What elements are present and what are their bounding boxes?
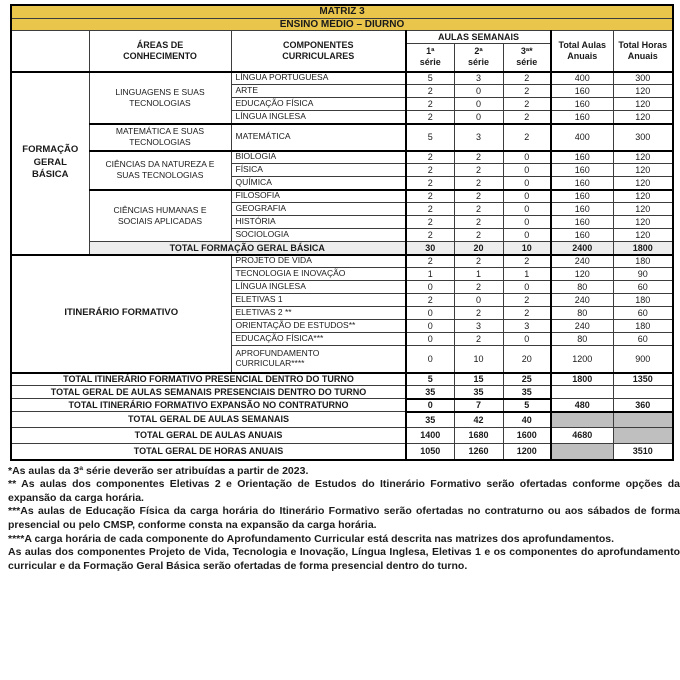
serie1-cell: 5 [406, 72, 454, 85]
total-aulas-cell: 400 [551, 72, 613, 85]
total-horas-cell: 90 [613, 268, 673, 281]
serie3-cell: 2 [503, 85, 551, 98]
row-biologia [11, 151, 673, 164]
total-aulas-cell: 160 [551, 203, 613, 216]
total-aulas-cell: 160 [551, 111, 613, 124]
serie2-cell: 3 [454, 124, 503, 151]
componente-cell: FILOSOFIA [231, 190, 406, 203]
total-horas-cell: 60 [613, 307, 673, 320]
footnote-4: ****A carga horária de cada componente do Aprofundamento Curricular está descrita nas matrizes dos aprofundamentos. [8, 532, 615, 545]
serie1-cell: 2 [406, 151, 454, 164]
serie1-cell: 2 [406, 85, 454, 98]
total-horas-cell: 120 [613, 229, 673, 242]
total-label-cell: TOTAL GERAL DE AULAS SEMANAIS PRESENCIAIS DENTRO DO TURNO [11, 386, 406, 399]
total-aulas-cell: 160 [551, 190, 613, 203]
row-total-formacao-geral-basica [11, 242, 673, 255]
serie1-cell: 35 [406, 386, 454, 399]
serie-word: série [516, 57, 538, 68]
serie2-cell: 2 [454, 164, 503, 177]
serie1-cell: 0 [406, 333, 454, 346]
area-label: LINGUAGENS E SUAS TECNOLOGIAS [115, 86, 205, 108]
total-horas-cell: 120 [613, 111, 673, 124]
col-header-componentes-label: COMPONENTES CURRICULARES [282, 39, 355, 61]
serie2-cell: 3 [454, 72, 503, 85]
col-header-serie-2 [454, 44, 503, 72]
componente-cell [231, 346, 406, 373]
serie2-cell: 3 [454, 320, 503, 333]
serie3-cell: 0 [503, 229, 551, 242]
serie-1-number: 1ª [426, 46, 435, 56]
total-aulas-cell: 480 [551, 399, 613, 412]
serie3-cell: 1600 [503, 428, 551, 444]
total-horas-cell: 120 [613, 85, 673, 98]
serie3-cell: 20 [503, 346, 551, 373]
serie1-cell: 0 [406, 281, 454, 294]
serie2-cell: 0 [454, 85, 503, 98]
serie2-cell: 0 [454, 98, 503, 111]
serie1-cell: 5 [406, 373, 454, 386]
serie3-cell: 2 [503, 255, 551, 268]
total-aulas-cell: 1200 [551, 346, 613, 373]
total-horas-cell-blocked [613, 428, 673, 444]
row-filosofia [11, 190, 673, 203]
serie1-cell: 1400 [406, 428, 454, 444]
serie3-cell: 2 [503, 124, 551, 151]
componente-cell: BIOLOGIA [231, 151, 406, 164]
footnote-3: ***As aulas de Educação Física da carga horária do Itinerário Formativo serão ofertadas no contraturno ou aos sábados de forma presencial ou pelo CMSP, conforme consta na expansão da carga horária. [8, 505, 680, 532]
total-aulas-cell: 160 [551, 164, 613, 177]
total-horas-cell [613, 386, 673, 399]
serie1-cell: 2 [406, 255, 454, 268]
matrix-subtitle: ENSINO MÉDIO – DIURNO [11, 18, 673, 31]
serie2-cell: 15 [454, 373, 503, 386]
serie3-cell: 0 [503, 216, 551, 229]
total-horas-cell: 180 [613, 255, 673, 268]
area-label: CIÊNCIAS HUMANAS E SOCIAIS APLICADAS [113, 205, 207, 226]
serie3-cell: 0 [503, 177, 551, 190]
area-linguagens [89, 72, 231, 124]
total-aulas-cell: 4680 [551, 428, 613, 444]
total-horas-cell: 60 [613, 333, 673, 346]
total-horas-cell: 3510 [613, 444, 673, 460]
row-total-geral-aulas-anuais [11, 428, 673, 444]
serie-word: série [419, 57, 441, 68]
section-label-itinerario-formativo: ITINERÁRIO FORMATIVO [11, 255, 231, 373]
serie3-cell: 0 [503, 151, 551, 164]
footnote-5: As aulas dos componentes Projeto de Vida, Tecnologia e Inovação, Língua Inglesa, Eletivas 1 e os componentes do aprofundamento curricular e da Formação Geral Básica serão ofertadas de forma presencial dentro do turno. [8, 546, 680, 572]
total-label-cell: TOTAL GERAL DE AULAS ANUAIS [11, 428, 406, 444]
serie3-cell: 0 [503, 203, 551, 216]
total-horas-cell-blocked [613, 412, 673, 428]
serie2-cell: 20 [454, 242, 503, 255]
table-row [11, 18, 673, 31]
col-header-serie-1 [406, 44, 454, 72]
total-label-cell: TOTAL ITINERÁRIO FORMATIVO EXPANSÃO NO CONTRATURNO [11, 399, 406, 412]
componente-cell: LÍNGUA INGLESA [231, 281, 406, 294]
serie2-cell: 1 [454, 268, 503, 281]
componente-cell: QUÍMICA [231, 177, 406, 190]
serie2-cell: 2 [454, 203, 503, 216]
total-label-cell: TOTAL FORMAÇÃO GERAL BÁSICA [89, 242, 406, 255]
total-horas-cell: 120 [613, 98, 673, 111]
row-total-geral-horas-anuais [11, 444, 673, 460]
total-aulas-cell: 400 [551, 124, 613, 151]
total-label-cell: TOTAL GERAL DE AULAS SEMANAIS [11, 412, 406, 428]
serie1-cell: 2 [406, 177, 454, 190]
total-horas-cell: 120 [613, 177, 673, 190]
serie3-cell: 0 [503, 164, 551, 177]
area-label: MATEMÁTICA E SUAS TECNOLOGIAS [115, 126, 205, 147]
serie2-cell: 2 [454, 333, 503, 346]
serie2-cell: 2 [454, 229, 503, 242]
serie2-cell: 2 [454, 307, 503, 320]
serie2-cell: 35 [454, 386, 503, 399]
serie1-cell: 2 [406, 164, 454, 177]
serie2-cell: 2 [454, 216, 503, 229]
serie3-cell: 2 [503, 111, 551, 124]
total-horas-cell: 360 [613, 399, 673, 412]
row-lingua-portuguesa [11, 72, 673, 85]
total-label-cell: TOTAL GERAL DE HORAS ANUAIS [11, 444, 406, 460]
total-aulas-cell [551, 386, 613, 399]
serie3-cell: 2 [503, 72, 551, 85]
total-aulas-cell: 160 [551, 85, 613, 98]
serie3-cell: 2 [503, 294, 551, 307]
row-total-if-presencial [11, 373, 673, 386]
componente-cell: ELETIVAS 2 ** [231, 307, 406, 320]
componente-cell: LÍNGUA INGLESA [231, 111, 406, 124]
total-aulas-cell-blocked [551, 412, 613, 428]
col-header-areas-label: ÁREAS DE CONHECIMENTO [123, 39, 197, 61]
area-label: CIÊNCIAS DA NATUREZA E SUAS TECNOLOGIAS [105, 159, 215, 180]
total-aulas-cell: 160 [551, 151, 613, 164]
total-aulas-cell-blocked [551, 444, 613, 460]
col-header-total-horas [613, 31, 673, 72]
serie3-cell: 3 [503, 320, 551, 333]
area-matematica [89, 124, 231, 151]
serie1-cell: 2 [406, 98, 454, 111]
componente-cell: PROJETO DE VIDA [231, 255, 406, 268]
serie1-cell: 0 [406, 320, 454, 333]
col-header-areas [89, 31, 231, 72]
serie3-cell: 40 [503, 412, 551, 428]
total-horas-cell: 120 [613, 151, 673, 164]
componente-cell: HISTÓRIA [231, 216, 406, 229]
serie3-cell: 2 [503, 307, 551, 320]
row-total-geral-semanais-presenciais [11, 386, 673, 399]
table-header-row [11, 31, 673, 44]
serie2-cell: 1680 [454, 428, 503, 444]
footnote-2: ** As aulas dos componentes Eletivas 2 e Orientação de Estudos do Itinerário Formativo serão ofertadas conforme opções da expansão da carga horária. [8, 478, 680, 504]
area-ciencias-humanas [89, 190, 231, 242]
serie2-cell: 2 [454, 190, 503, 203]
serie1-cell: 0 [406, 399, 454, 412]
serie3-cell: 1200 [503, 444, 551, 460]
serie2-cell: 0 [454, 111, 503, 124]
componente-cell: EDUCAÇÃO FÍSICA [231, 98, 406, 111]
serie2-cell: 10 [454, 346, 503, 373]
col-header-total-horas-label: Total Horas Anuais [618, 39, 668, 61]
serie1-cell: 2 [406, 294, 454, 307]
serie3-cell: 5 [503, 399, 551, 412]
componente-cell: SOCIOLOGIA [231, 229, 406, 242]
componente-cell: LÍNGUA PORTUGUESA [231, 72, 406, 85]
serie2-cell: 0 [454, 294, 503, 307]
total-aulas-cell: 80 [551, 307, 613, 320]
total-aulas-cell: 2400 [551, 242, 613, 255]
total-aulas-cell: 240 [551, 255, 613, 268]
serie1-cell: 30 [406, 242, 454, 255]
serie1-cell: 5 [406, 124, 454, 151]
serie1-cell: 2 [406, 190, 454, 203]
serie1-cell: 0 [406, 307, 454, 320]
serie2-cell: 2 [454, 151, 503, 164]
total-aulas-cell: 120 [551, 268, 613, 281]
componente-cell: MATEMÁTICA [231, 124, 406, 151]
serie3-cell: 10 [503, 242, 551, 255]
serie2-cell: 2 [454, 177, 503, 190]
serie3-cell: 0 [503, 190, 551, 203]
serie-2-number: 2ª [474, 46, 483, 56]
total-aulas-cell: 160 [551, 98, 613, 111]
serie-3-number: 3ª* [520, 46, 533, 56]
componente-cell: TECNOLOGIA E INOVAÇÃO [231, 268, 406, 281]
total-horas-cell: 180 [613, 320, 673, 333]
total-label-cell: TOTAL ITINERÁRIO FORMATIVO PRESENCIAL DENTRO DO TURNO [11, 373, 406, 386]
serie3-cell: 2 [503, 98, 551, 111]
serie1-cell: 1 [406, 268, 454, 281]
footnotes-block [8, 465, 680, 574]
componente-cell: EDUCAÇÃO FÍSICA*** [231, 333, 406, 346]
serie2-cell: 7 [454, 399, 503, 412]
serie3-cell: 25 [503, 373, 551, 386]
serie2-cell: 1260 [454, 444, 503, 460]
serie3-cell: 1 [503, 268, 551, 281]
componente-cell: ARTE [231, 85, 406, 98]
total-horas-cell: 120 [613, 203, 673, 216]
row-total-geral-aulas-semanais [11, 412, 673, 428]
col-header-total-aulas [551, 31, 613, 72]
componente-cell: ORIENTAÇÃO DE ESTUDOS** [231, 320, 406, 333]
col-header-serie-3 [503, 44, 551, 72]
row-total-if-expansao-contraturno [11, 399, 673, 412]
table-row [11, 5, 673, 18]
row-projeto-de-vida [11, 255, 673, 268]
total-aulas-cell: 240 [551, 320, 613, 333]
serie1-cell: 35 [406, 412, 454, 428]
componente-cell: FÍSICA [231, 164, 406, 177]
section-label-formacao-geral-basica [11, 72, 89, 255]
serie1-cell: 2 [406, 111, 454, 124]
total-aulas-cell: 80 [551, 333, 613, 346]
componente-cell: ELETIVAS 1 [231, 294, 406, 307]
total-horas-cell: 120 [613, 216, 673, 229]
footnote-1: *As aulas da 3ª série deverão ser atribuídas a partir de 2023. [8, 464, 309, 477]
col-header-total-aulas-label: Total Aulas Anuais [558, 39, 606, 61]
total-horas-cell: 120 [613, 190, 673, 203]
total-horas-cell: 300 [613, 124, 673, 151]
total-aulas-cell: 160 [551, 229, 613, 242]
serie2-cell: 42 [454, 412, 503, 428]
serie1-cell: 2 [406, 216, 454, 229]
col-header-aulas-semanais: AULAS SEMANAIS [406, 31, 551, 44]
total-aulas-cell: 160 [551, 216, 613, 229]
serie3-cell: 0 [503, 333, 551, 346]
col-header-componentes [231, 31, 406, 72]
serie2-cell: 2 [454, 281, 503, 294]
total-aulas-cell: 240 [551, 294, 613, 307]
total-horas-cell: 1800 [613, 242, 673, 255]
total-horas-cell: 300 [613, 72, 673, 85]
total-horas-cell: 180 [613, 294, 673, 307]
serie1-cell: 1050 [406, 444, 454, 460]
serie-word: série [467, 57, 490, 68]
matrix-title: MATRIZ 3 [11, 5, 673, 18]
total-aulas-cell: 80 [551, 281, 613, 294]
serie2-cell: 2 [454, 255, 503, 268]
corner-cell [11, 31, 89, 72]
serie1-cell: 2 [406, 203, 454, 216]
total-horas-cell: 60 [613, 281, 673, 294]
componente-cell: GEOGRAFIA [231, 203, 406, 216]
componente-label: APROFUNDAMENTO CURRICULAR**** [235, 347, 320, 368]
total-aulas-cell: 160 [551, 177, 613, 190]
serie1-cell: 2 [406, 229, 454, 242]
serie1-cell: 0 [406, 346, 454, 373]
serie3-cell: 35 [503, 386, 551, 399]
section-label-text: FORMAÇÃO GERAL BÁSICA [22, 144, 79, 181]
curriculum-matrix-table [10, 4, 674, 461]
total-horas-cell: 1350 [613, 373, 673, 386]
area-ciencias-natureza [89, 151, 231, 190]
total-horas-cell: 900 [613, 346, 673, 373]
total-aulas-cell: 1800 [551, 373, 613, 386]
row-matematica [11, 124, 673, 151]
serie3-cell: 0 [503, 281, 551, 294]
total-horas-cell: 120 [613, 164, 673, 177]
